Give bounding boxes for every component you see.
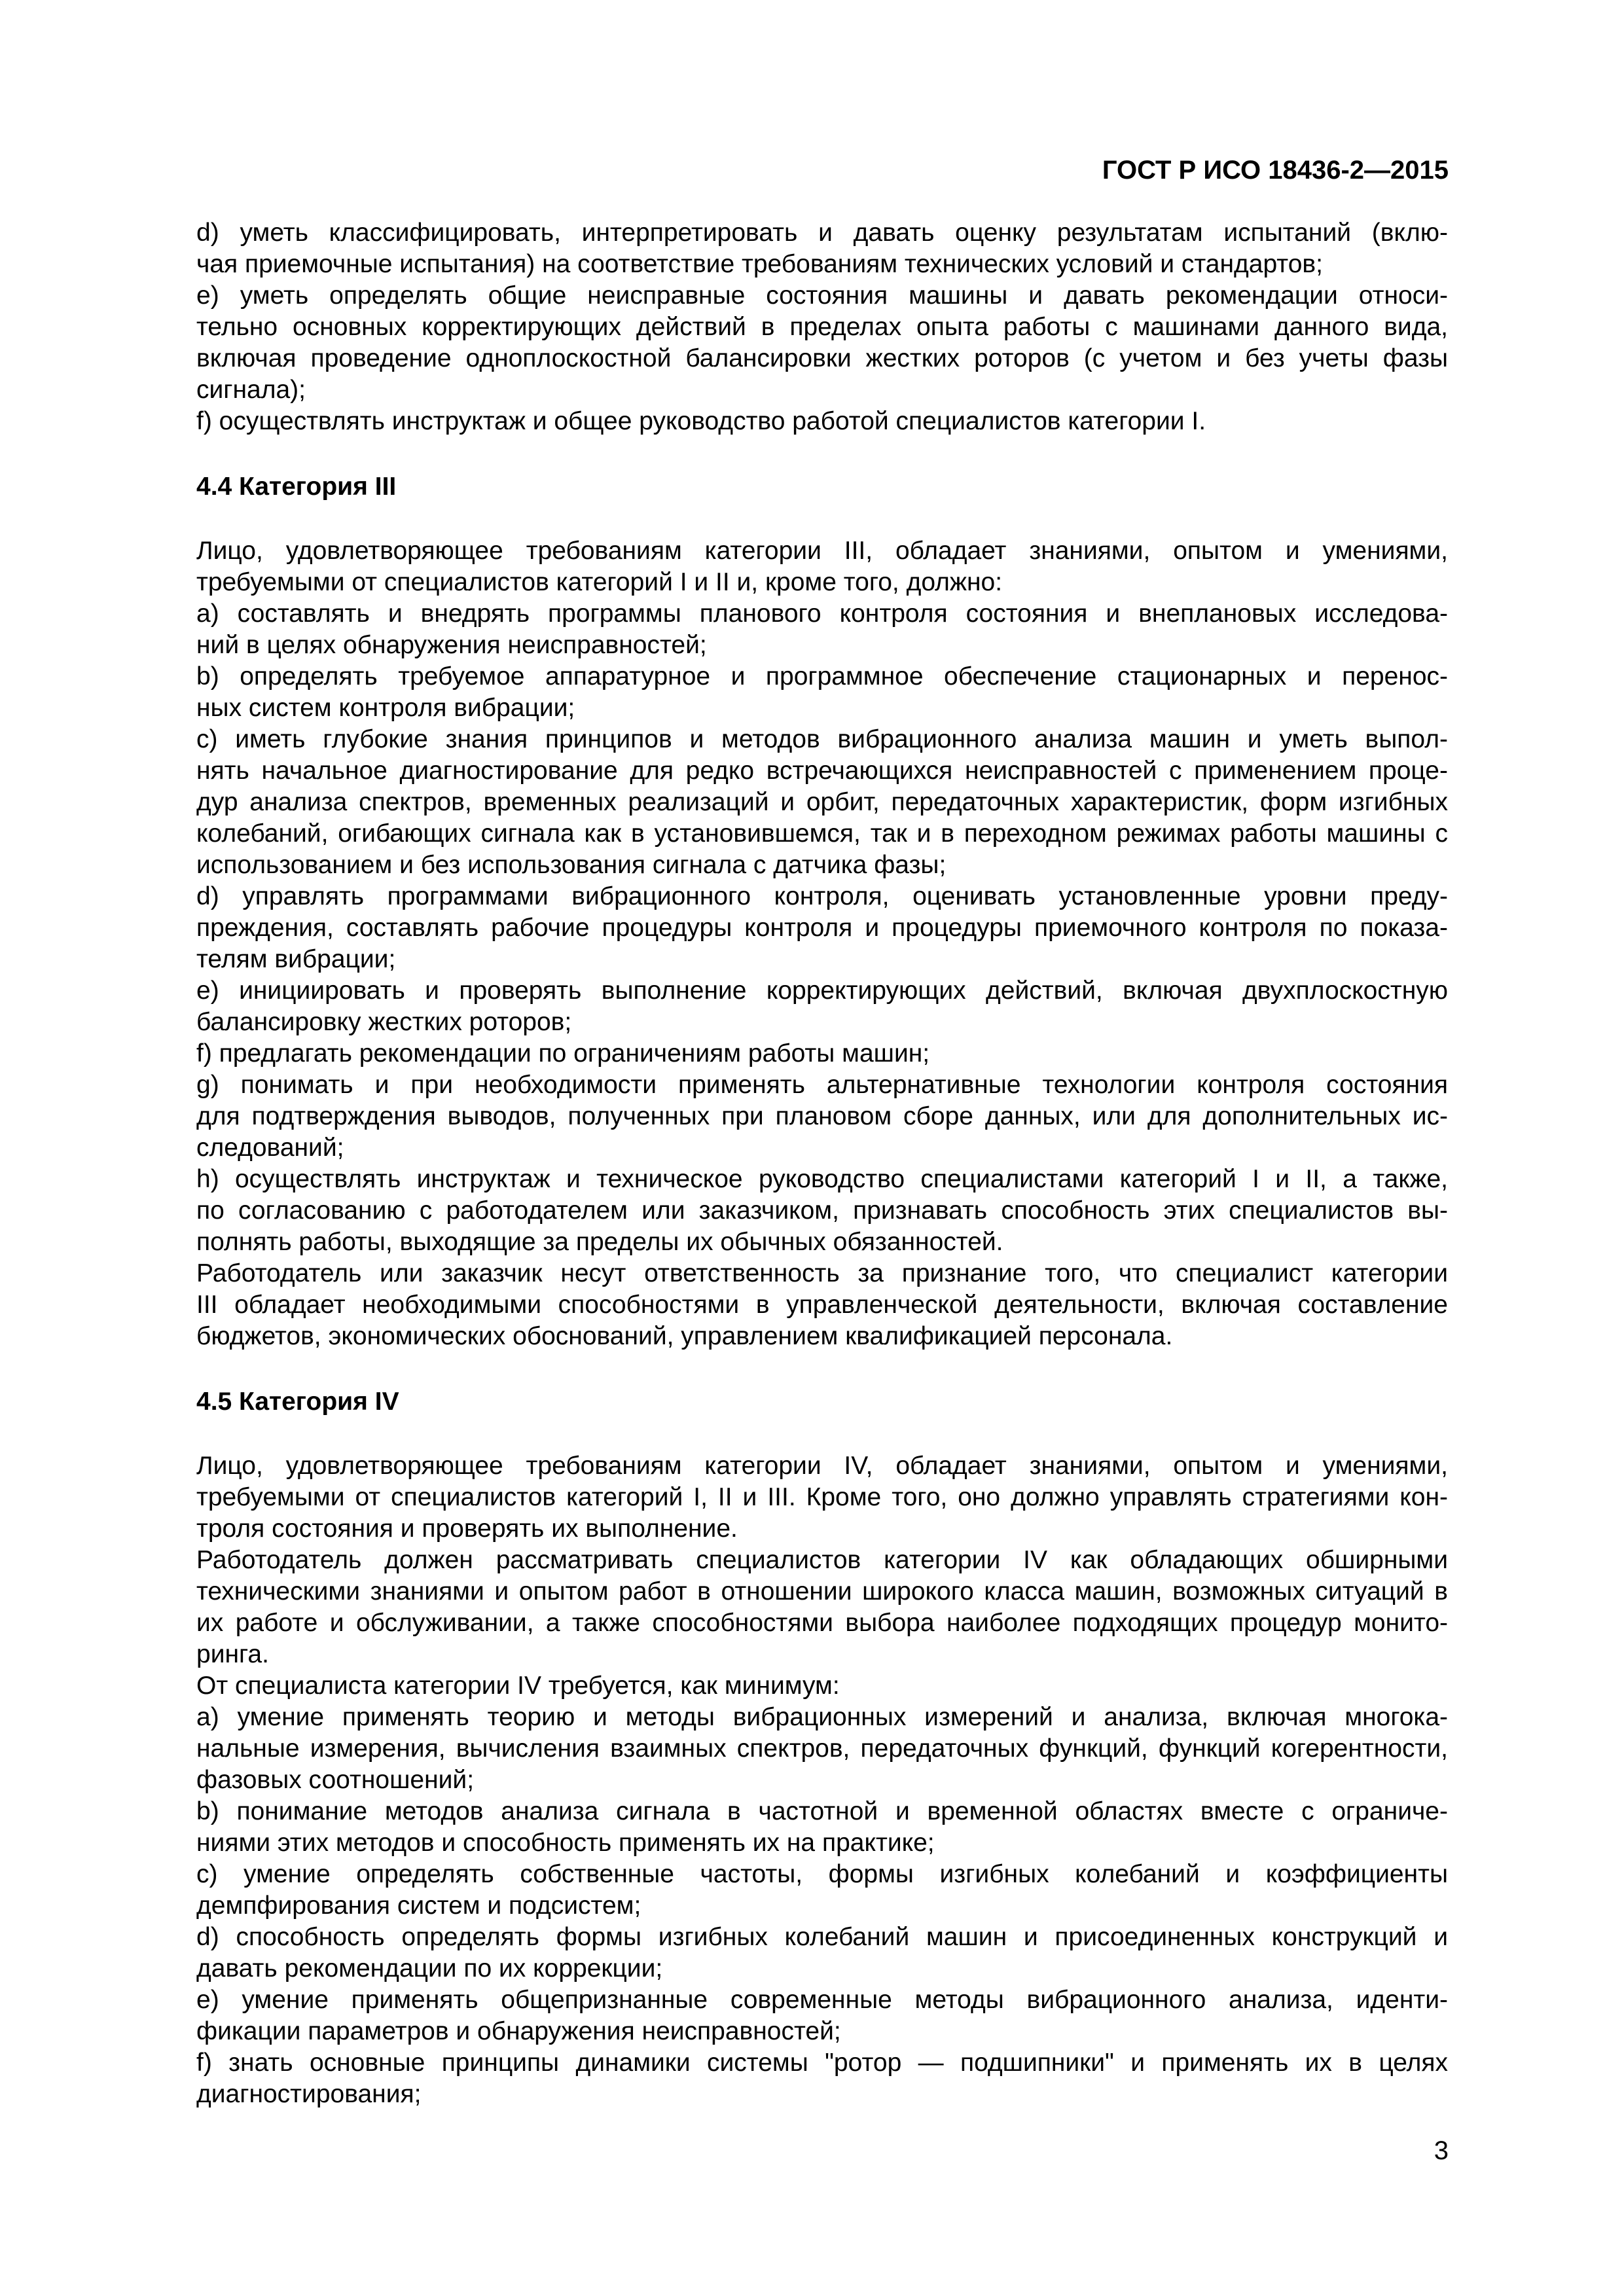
text-line: d) уметь классифицировать, интерпретировать и давать оценку результатам испытаний (вклю- bbox=[196, 219, 1448, 247]
text-line: фазовых соотношений; bbox=[196, 1766, 475, 1794]
text-line: e) уметь определять общие неисправные состояния машины и давать рекомендации относи- bbox=[196, 281, 1448, 310]
paragraph bbox=[119, 1702, 1448, 1796]
text-line: преждения, составлять рабочие процедуры контроля и процедуры приемочного контроля по показа- bbox=[196, 914, 1448, 942]
paragraph bbox=[119, 1450, 1448, 1545]
text-line: b) определять требуемое аппаратурное и программное обеспечение стационарных и перенос- bbox=[196, 662, 1448, 691]
text-line: техническими знаниями и опытом работ в отношении широкого класса машин, возможных ситуаций в bbox=[196, 1577, 1448, 1605]
paragraph bbox=[119, 1038, 1448, 1069]
text-line: чая приемочные испытания) на соответствие требованиям технических условий и стандартов; bbox=[196, 250, 1323, 278]
section-title: 4.5 Категория IV bbox=[196, 1388, 399, 1416]
text-line: нальные измерения, вычисления взаимных спектров, передаточных функций, функций когерентности, bbox=[196, 1734, 1448, 1763]
standard-number-header: ГОСТ Р ИСО 18436-2—2015 bbox=[1102, 156, 1449, 185]
text-line: для подтверждения выводов, полученных при плановом сборе данных, или для дополнительных ис- bbox=[196, 1102, 1448, 1130]
text-line: нять начальное диагностирование для редко встречающихся неисправностей с применением проце- bbox=[196, 757, 1448, 785]
text-line: следований; bbox=[196, 1134, 344, 1162]
text-line: использованием и без использования сигнала с датчика фазы; bbox=[196, 851, 947, 879]
text-line: их работе и обслуживании, а также способностями выбора наиболее подходящих процедур монито- bbox=[196, 1609, 1448, 1637]
text-line: телям вибрации; bbox=[196, 945, 396, 973]
paragraph bbox=[119, 1069, 1448, 1164]
text-line: c) умение определять собственные частоты, формы изгибных колебаний и коэффициенты bbox=[196, 1860, 1448, 1888]
paragraph bbox=[119, 2047, 1448, 2110]
text-line: демпфирования систем и подсистем; bbox=[196, 1892, 641, 1920]
text-line: От специалиста категории IV требуется, как минимум: bbox=[196, 1672, 840, 1700]
section bbox=[119, 471, 1448, 1352]
section bbox=[119, 1386, 1448, 2110]
text-line: бюджетов, экономических обоснований, управлением квалификацией персонала. bbox=[196, 1322, 1173, 1350]
paragraph bbox=[119, 881, 1448, 975]
paragraph bbox=[119, 1258, 1448, 1352]
text-line: требуемыми от специалистов категорий I, II и III. Кроме того, оно должно управлять стратегиями кон- bbox=[196, 1483, 1448, 1511]
text-line: балансировку жестких роторов; bbox=[196, 1008, 572, 1036]
text-line: c) иметь глубокие знания принципов и методов вибрационного анализа машин и уметь выпол- bbox=[196, 725, 1448, 753]
text-line: a) умение применять теорию и методы вибрационных измерений и анализа, включая многока- bbox=[196, 1703, 1448, 1731]
paragraph bbox=[119, 1859, 1448, 1922]
paragraph bbox=[119, 217, 1448, 280]
text-line: Лицо, удовлетворяющее требованиям категории III, обладает знаниями, опытом и умениями, bbox=[196, 537, 1448, 565]
section bbox=[119, 217, 1448, 437]
text-line: полнять работы, выходящие за пределы их обычных обязанностей. bbox=[196, 1228, 1003, 1256]
text-line: f) осуществлять инструктаж и общее руководство работой специалистов категории I. bbox=[196, 407, 1206, 435]
document-body bbox=[119, 217, 1448, 2110]
text-line: ниями этих методов и способность применять их на практике; bbox=[196, 1829, 935, 1857]
text-line: требуемыми от специалистов категорий I и II и, кроме того, должно: bbox=[196, 568, 1003, 596]
text-line: колебаний, огибающих сигнала как в установившемся, так и в переходном режимах работы машины с bbox=[196, 819, 1448, 848]
text-line: сигнала); bbox=[196, 376, 306, 404]
paragraph bbox=[119, 406, 1448, 437]
text-line: ринга. bbox=[196, 1640, 269, 1668]
paragraph bbox=[119, 661, 1448, 724]
text-line: Работодатель или заказчик несут ответственность за признание того, что специалист категории bbox=[196, 1259, 1448, 1287]
paragraph bbox=[119, 975, 1448, 1038]
paragraph bbox=[119, 1164, 1448, 1258]
text-line: Работодатель должен рассматривать специалистов категории IV как обладающих обширными bbox=[196, 1546, 1448, 1574]
text-line: диагностирования; bbox=[196, 2080, 422, 2108]
paragraph bbox=[119, 535, 1448, 598]
paragraph bbox=[119, 724, 1448, 881]
paragraph bbox=[119, 1796, 1448, 1859]
text-line: троля состояния и проверять их выполнение. bbox=[196, 1515, 738, 1543]
paragraph bbox=[119, 1984, 1448, 2047]
text-line: d) способность определять формы изгибных колебаний машин и присоединенных конструкций и bbox=[196, 1923, 1448, 1951]
text-line: f) знать основные принципы динамики системы "ротор — подшипники" и применять их в целях bbox=[196, 2049, 1448, 2077]
text-line: тельно основных корректирующих действий в пределах опыта работы с машинами данного вида, bbox=[196, 313, 1448, 341]
text-line: по согласованию с работодателем или заказчиком, признавать способность этих специалистов вы- bbox=[196, 1196, 1448, 1225]
text-line: g) понимать и при необходимости применять альтернативные технологии контроля состояния bbox=[196, 1071, 1448, 1099]
paragraph bbox=[119, 1670, 1448, 1702]
page-number: 3 bbox=[1434, 2136, 1449, 2165]
text-line: b) понимание методов анализа сигнала в частотной и временной областях вместе с ограниче- bbox=[196, 1797, 1448, 1825]
text-line: a) составлять и внедрять программы планового контроля состояния и внеплановых исследова- bbox=[196, 600, 1448, 628]
paragraph bbox=[119, 280, 1448, 406]
text-line: h) осуществлять инструктаж и техническое руководство специалистами категорий I и II, а также, bbox=[196, 1165, 1448, 1193]
text-line: дур анализа спектров, временных реализаций и орбит, передаточных характеристик, форм изгибных bbox=[196, 788, 1448, 816]
text-line: f) предлагать рекомендации по ограничениям работы машин; bbox=[196, 1039, 930, 1067]
text-line: Лицо, удовлетворяющее требованиям категории IV, обладает знаниями, опытом и умениями, bbox=[196, 1452, 1448, 1480]
text-line: ных систем контроля вибрации; bbox=[196, 694, 575, 722]
text-line: d) управлять программами вибрационного контроля, оценивать установленные уровни преду- bbox=[196, 882, 1448, 910]
text-line: III обладает необходимыми способностями в управленческой деятельности, включая составление bbox=[196, 1291, 1448, 1319]
text-line: ний в целях обнаружения неисправностей; bbox=[196, 631, 707, 659]
paragraph bbox=[119, 598, 1448, 661]
text-line: фикации параметров и обнаружения неисправностей; bbox=[196, 2017, 841, 2045]
text-line: e) инициировать и проверять выполнение корректирующих действий, включая двухплоскостную bbox=[196, 977, 1448, 1005]
paragraph bbox=[119, 1922, 1448, 1984]
text-line: давать рекомендации по их коррекции; bbox=[196, 1954, 663, 1982]
section-title: 4.4 Категория III bbox=[196, 473, 397, 501]
paragraph bbox=[119, 1545, 1448, 1670]
text-line: e) умение применять общепризнанные современные методы вибрационного анализа, иденти- bbox=[196, 1986, 1448, 2014]
text-line: включая проведение одноплоскостной балансировки жестких роторов (с учетом и без учеты фазы bbox=[196, 344, 1448, 372]
